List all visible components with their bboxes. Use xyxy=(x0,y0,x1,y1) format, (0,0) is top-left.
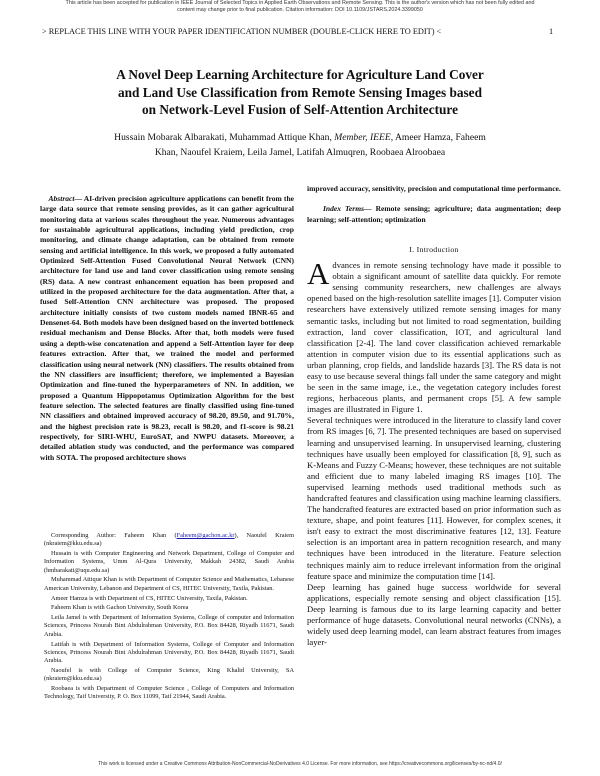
intro-paragraph-1 xyxy=(307,256,561,415)
author-names-b: , Ameer Hamza, Faheem xyxy=(390,132,486,143)
publication-notice xyxy=(0,0,600,14)
intro-paragraph-1-text: dvances in remote sensing technology have made it possible to obtain a significant amount of satellite data quickly. For remote sensing community researchers, new challenges are always opened based on the high-resolution satellite images [1]. Computer vision researchers have extensively utilized remote sensing images for many semantic tasks, including but not limited to road segmentation, building extraction, land cover classification, IOT, and agricultural land classification [2-4]. The land cover classification achieved remarkable attention in computer vision due to its essential applications such as urban planning, crop fields, and landslide hazards [3]. The RS data is not easy to use because several things fall under the same category and might be seen in the same image, i.e., the vegetation category includes forest regions, herbaceous plants, and permanent crops [5]. A few sample images are illustrated in Figure 1. xyxy=(307,260,561,415)
author-line-2: Khan, Naoufel Kraiem, Leila Jamel, Latifah Almuqren, Roobaea Alroobaea xyxy=(154,146,446,158)
footnote-affiliation: Hussain is with Computer Engineering and Network Department, College of Computer and Information Systems, Umm Al-Qura University, Makkah 24382, Saudi Arabia (hmbarakati@uqu.edu.sa) xyxy=(44,550,294,574)
intro-paragraph-3: Deep learning has gained huge success worldwide for several applications, especially remote sensing and object classification [15]. Deep learning is famous due to its large learning capacity and better performance of huge datasets. Convolutional neural networks (CNNs), a widely used deep learning model, can learn abstract features from images layer- xyxy=(307,581,561,648)
right-column xyxy=(307,184,561,648)
abstract-continuation: improved accuracy, sensitivity, precision and computational time performance. xyxy=(307,184,561,193)
publication-notice-line-2: content may change prior to final publication. Citation information: DOI 10.1109/JSTARS.2024.3399050 xyxy=(177,7,423,13)
paper-title xyxy=(50,66,550,119)
author-footnotes xyxy=(44,532,294,703)
footnote-affiliation: Ameer Hamza is with Department of CS, HITEC University, Taxila, Pakistan. xyxy=(51,594,248,602)
title-line-1: A Novel Deep Learning Architecture for Agriculture Land Cover xyxy=(116,67,484,82)
abstract-label: Abstract xyxy=(48,194,75,203)
author-line-1 xyxy=(80,131,520,146)
footnote-affiliation: Leila Jamel is with Department of Information Systems, College of computer and Information Sciences, Princess Nourah Bint Abdulrahman University, P.O. Box 84428, Riyadh 11671, Saudi Arabia. xyxy=(44,614,294,638)
section-heading-introduction: I. Introduction xyxy=(409,245,459,255)
footnote-affiliation: Faheem Khan is with Gachon University, South Korea xyxy=(51,604,189,612)
footnote-affiliation: Roobaea is with Department of Computer Science , College of Computers and Information Technology, Taif University, P. O. Box 11099, Taif 21944, Saudi Arabia. xyxy=(44,685,294,701)
index-terms-indent xyxy=(307,204,323,213)
author-names-a: Hussain Mobarak Albarakati, Muhammad Attique Khan, xyxy=(114,132,335,143)
corresponding-email-link[interactable]: Faheem@gachon.ac.kr xyxy=(176,532,235,539)
license-footer: This work is licensed under a Creative Commons Attribution-NonCommercial-NoDerivatives 4.0 License. For more information, see https://creativecommons.org/licenses/by-nc-nd/4.0/ xyxy=(98,761,502,767)
intro-paragraph-2: Several techniques were introduced in the literature to classify land cover from RS images [6, 7]. The presented techniques are based on supervised learning and unsupervised learning. In unsupervised learning, clustering techniques have usually been employed for classification [8, 9], such as K-Means and Fuzzy C-Means; however, these techniques are not suitable and efficient due to many labeled imaging RS images [10]. The supervised learning methods used traditional methods such as handcrafted features and classification using machine learning classifiers. The handcrafted features are extracted based on prior information such as texture, shape, and point features [11]. However, for complex scenes, it isn't easy to extract the most discriminative features [12, 13]. Feature selection is an important area in pattern recognition research, and many techniques have been introduced in the literature. Feature selection techniques mainly aim to reduce irrelevant information from the original feature space and minimize the computation time [14]. xyxy=(307,415,561,581)
left-column xyxy=(40,194,294,463)
dropcap-letter: A xyxy=(307,256,330,292)
footnote-corresponding-author xyxy=(44,532,294,549)
running-head: > REPLACE THIS LINE WITH YOUR PAPER IDENTIFICATION NUMBER (DOUBLE-CLICK HERE TO EDIT) < xyxy=(42,27,442,36)
publication-notice-line-1: This article has been accepted for publication in IEEE Journal of Selected Topics in Applied Earth Observations and Remote Sensing. This is the author's version which has not been fully edited and xyxy=(65,0,535,6)
abstract-dash: — xyxy=(74,194,84,203)
title-line-3: on Network-Level Fusion of Self-Attention Architecture xyxy=(141,102,458,117)
footnote-affiliation: Muhammad Attique Khan is with Department of Computer Science and Mathematics, Lebanese American University, Lebanon and Department of CS, HITEC University, Taxila, Pakistan. xyxy=(44,576,294,592)
abstract xyxy=(40,194,294,463)
footnote-affiliation: Naoufel is with College of Computer Science, King Khalid University, SA (nkraiem@kku.edu.sa) xyxy=(44,666,294,683)
page-number: 1 xyxy=(549,27,554,36)
index-terms-text: — Remote sensing; agriculture; data augmentation; deep learning; self-attention; optimization xyxy=(307,204,562,224)
abstract-text: AI-driven precision agriculture applications can benefit from the large data source that remote sensing provides, as it can gather agricultural monitoring data at various scales throughout the year. Numerous advantages for sustainable agricultural applications, including yield prediction, crop monitoring, and climate change adaptation, can be obtained from remote sensing and artificial intelligence. In this work, we proposed a fully automated Optimized Self-Attention Fused Convolutional Neural Network (CNN) architecture for land use and land cover classification using remote sensing (RS) data. A new contrast enhancement equation has been proposed and utilized in the proposed architecture for the data augmentation. After that, a fused Self-Attention CNN architecture was proposed. The proposed architecture initially consists of two custom models named IBNR-65 and Densenet-64. Both models have been designed based on the inverted bottleneck residual mechanism and Dense Blocks. After that, both models were fused using a depth-wise concatenation and append a Self-Attention layer for deep features extraction. After that, we trained the model and performed classification using neural network (NN) classifiers. The results obtained from the NN classifiers are insufficient; therefore, we implemented a Bayesian Optimization and fine-tuned the hyperparameters of NN. In addition, we proposed a Quantum Hippopotamus Optimization Algorithm for the best feature selection. The selected features are finally classified using fine-tuned NN classifiers and obtained improved accuracy of 98.20, 89.50, and 91.70%, and the highest precision rate is 98.23, recall is 98.20, and f1-score is 98.21 respectively, for SIRI-WHU, EuroSAT, and NWPU datasets. Moreover, a detailed ablation study was conducted, and the performance was compared with SOTA. The proposed architecture shows xyxy=(40,194,294,462)
abstract-indent xyxy=(40,194,49,203)
index-terms-label: Index Terms xyxy=(322,204,365,214)
footnote-0-pre: Corresponding Author: Faheem Khan ( xyxy=(51,532,177,539)
footnote-0-post: ), Naoufel Kraiem (nkraiem@kku.edu.sa) xyxy=(44,532,295,548)
author-list xyxy=(80,131,520,160)
author-membership: Member, IEEE xyxy=(334,132,391,143)
index-terms xyxy=(307,204,561,225)
title-line-2: and Land Use Classification from Remote Sensing Images based xyxy=(118,84,482,100)
footnote-affiliation: Latifah is with Department of Information Systems, College of Computer and Information Sciences, Princess Nourah Bint Abdulrahman University, P.O. Box 84428, Riyadh 11671, Saudi Arabia. xyxy=(44,640,294,665)
